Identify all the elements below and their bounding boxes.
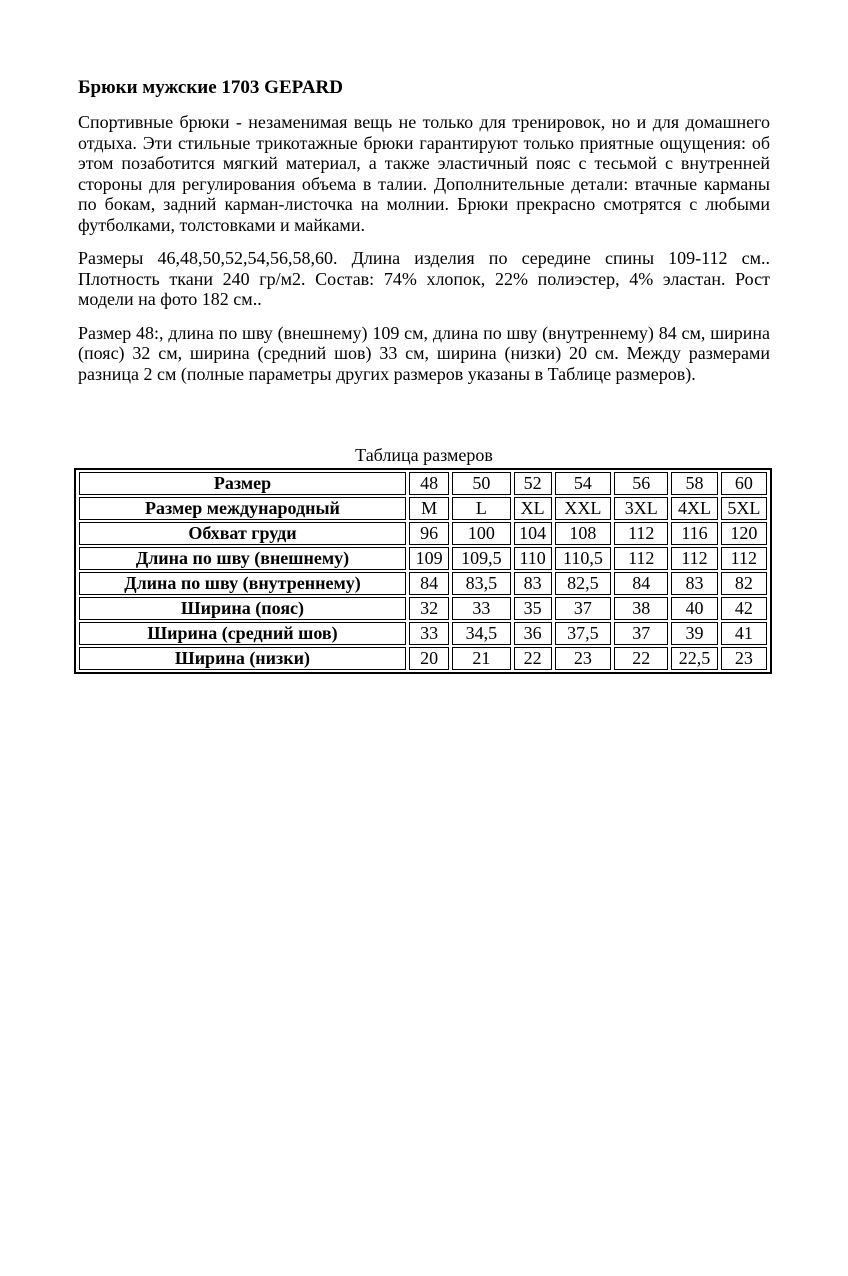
size-value-cell: 120 [721, 522, 767, 545]
table-row [79, 622, 767, 645]
size-value-cell: 58 [671, 472, 717, 495]
size-value-cell: 36 [514, 622, 552, 645]
size-value-cell: 60 [721, 472, 767, 495]
size-value-cell: 112 [721, 547, 767, 570]
size-value-cell: 50 [452, 472, 510, 495]
row-label: Размер международный [79, 497, 406, 520]
paragraph-sizes-info: Размеры 46,48,50,52,54,56,58,60. Длина изделия по середине спины 109-112 см.. Плотность ткани 240 гр/м2. Состав: 74% хлопок, 22% полиэстер, 4% эластан. Рост модели на фото 182 см.. [78, 248, 770, 309]
row-label: Длина по шву (внутреннему) [79, 572, 406, 595]
size-value-cell: 96 [409, 522, 449, 545]
size-value-cell: L [452, 497, 510, 520]
size-value-cell: 100 [452, 522, 510, 545]
size-value-cell: 4XL [671, 497, 717, 520]
size-value-cell: 3XL [614, 497, 668, 520]
table-row [79, 547, 767, 570]
size-value-cell: 37 [614, 622, 668, 645]
size-value-cell: XL [514, 497, 552, 520]
size-value-cell: M [409, 497, 449, 520]
size-value-cell: 32 [409, 597, 449, 620]
size-value-cell: 22 [614, 647, 668, 670]
size-value-cell: 42 [721, 597, 767, 620]
size-value-cell: 112 [614, 522, 668, 545]
size-value-cell: 104 [514, 522, 552, 545]
size-value-cell: 82 [721, 572, 767, 595]
size-table-caption: Таблица размеров [355, 445, 493, 465]
size-value-cell: 82,5 [555, 572, 611, 595]
row-label: Длина по шву (внешнему) [79, 547, 406, 570]
size-value-cell: 54 [555, 472, 611, 495]
table-row [79, 597, 767, 620]
table-row [79, 647, 767, 670]
size-value-cell: 20 [409, 647, 449, 670]
size-value-cell: 52 [514, 472, 552, 495]
size-value-cell: 23 [555, 647, 611, 670]
size-value-cell: 83,5 [452, 572, 510, 595]
size-value-cell: 112 [614, 547, 668, 570]
size-value-cell: 84 [614, 572, 668, 595]
table-row [79, 472, 767, 495]
size-value-cell: 83 [514, 572, 552, 595]
size-value-cell: 21 [452, 647, 510, 670]
table-row [79, 572, 767, 595]
paragraph-size48-details: Размер 48:, длина по шву (внешнему) 109 см, длина по шву (внутреннему) 84 см, ширина (пояс) 32 см, ширина (средний шов) 33 см, ширина (низки) 20 см. Между размерами разница 2 см (полные параметры других размеров указаны в Таблице размеров). [78, 322, 770, 384]
size-value-cell: 109 [409, 547, 449, 570]
size-value-cell: 35 [514, 597, 552, 620]
size-value-cell: 23 [721, 647, 767, 670]
size-value-cell: 37,5 [555, 622, 611, 645]
size-value-cell: 56 [614, 472, 668, 495]
size-value-cell: 110,5 [555, 547, 611, 570]
size-value-cell: 112 [671, 547, 717, 570]
size-value-cell: 84 [409, 572, 449, 595]
size-value-cell: 33 [452, 597, 510, 620]
size-value-cell: 33 [409, 622, 449, 645]
size-value-cell: 39 [671, 622, 717, 645]
document-page [0, 76, 848, 1276]
row-label: Обхват груди [79, 522, 406, 545]
row-label: Ширина (низки) [79, 647, 406, 670]
size-value-cell: 108 [555, 522, 611, 545]
row-label: Размер [79, 472, 406, 495]
size-value-cell: XXL [555, 497, 611, 520]
size-value-cell: 48 [409, 472, 449, 495]
size-value-cell: 83 [671, 572, 717, 595]
paragraph-description: Спортивные брюки - незаменимая вещь не только для тренировок, но и для домашнего отдыха. Эти стильные трикотажные брюки гарантируют только приятные ощущения: об этом позаботится мягкий материал, а также эластичный пояс с тесьмой с внутренней стороны для регулирования объема в талии. Дополнительные детали: втачные карманы по бокам, задний карман-листочка на молнии. Брюки прекрасно смотрятся с любыми футболками, толстовками и майками. [78, 112, 770, 235]
table-row [79, 522, 767, 545]
size-value-cell: 116 [671, 522, 717, 545]
size-value-cell: 34,5 [452, 622, 510, 645]
table-row [79, 497, 767, 520]
size-value-cell: 22 [514, 647, 552, 670]
size-value-cell: 110 [514, 547, 552, 570]
size-table [74, 468, 772, 674]
size-value-cell: 41 [721, 622, 767, 645]
size-value-cell: 37 [555, 597, 611, 620]
size-value-cell: 22,5 [671, 647, 717, 670]
size-value-cell: 109,5 [452, 547, 510, 570]
row-label: Ширина (средний шов) [79, 622, 406, 645]
size-value-cell: 40 [671, 597, 717, 620]
page-title: Брюки мужские 1703 GEPARD [78, 77, 343, 98]
size-value-cell: 5XL [721, 497, 767, 520]
size-value-cell: 38 [614, 597, 668, 620]
row-label: Ширина (пояс) [79, 597, 406, 620]
